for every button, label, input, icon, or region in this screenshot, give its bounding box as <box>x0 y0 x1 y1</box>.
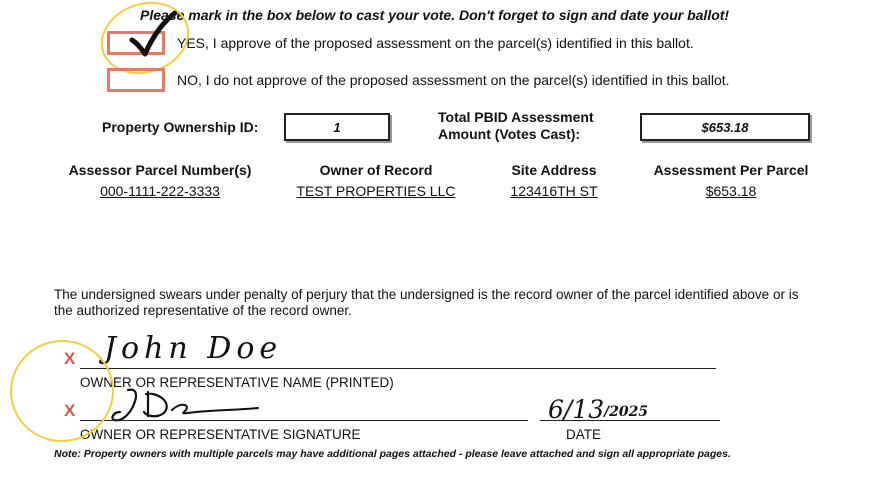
signature-caption: OWNER OR REPRESENTATIVE SIGNATURE <box>80 427 361 442</box>
owner-column <box>284 162 468 199</box>
owner-header: Owner of Record <box>319 162 433 178</box>
apn-value[interactable]: 000-1111-222-3333 <box>100 183 220 199</box>
printed-name-line[interactable] <box>80 368 716 369</box>
apn-header: Assessor Parcel Number(s) <box>68 162 252 178</box>
total-label-line2: Amount (Votes Cast): <box>438 126 581 142</box>
address-value[interactable]: 123416TH ST <box>510 183 598 199</box>
assessment-value[interactable]: $653.18 <box>705 183 757 199</box>
no-checkbox[interactable] <box>107 68 165 92</box>
total-assessment-field: $653.18 <box>640 113 810 141</box>
ballot-instructions: Please mark in the box below to cast your vote. Don't forget to sign and date your ballot! <box>140 7 730 23</box>
date-line[interactable] <box>540 420 720 421</box>
vote-option-yes[interactable] <box>107 31 807 57</box>
date-caption: DATE <box>566 427 602 442</box>
vote-option-no[interactable] <box>107 68 807 94</box>
signature-scribble-icon <box>108 386 268 428</box>
total-label-line1: Total PBID Assessment <box>438 109 594 125</box>
footer-note: Note: Property owners with multiple parcels may have additional pages attached - please leave attached and sign all appropriate pages. <box>54 448 731 460</box>
address-column <box>498 162 610 199</box>
ownership-id-label: Property Ownership ID: <box>102 119 259 135</box>
total-assessment-label <box>438 109 594 143</box>
ownership-id-field: 1 <box>284 113 390 141</box>
apn-column <box>64 162 256 199</box>
signature-x-mark: X <box>64 401 76 420</box>
signature-line[interactable] <box>80 420 528 421</box>
date-handwriting: 6/13 <box>548 395 605 424</box>
owner-value[interactable]: TEST PROPERTIES LLC <box>296 183 456 199</box>
oath-text: The undersigned swears under penalty of perjury that the undersigned is the record owner of the parcel identified above or is the authorized representative of the record owner. <box>54 287 799 318</box>
printed-name-handwriting: John Doe <box>104 331 283 366</box>
printed-name-caption: OWNER OR REPRESENTATIVE NAME (PRINTED) <box>80 375 394 390</box>
assessment-column <box>648 162 814 199</box>
date-year: /2025 <box>604 404 649 420</box>
address-header: Site Address <box>511 162 597 178</box>
printed-name-x-mark: X <box>64 349 76 368</box>
yes-option-label: YES, I approve of the proposed assessment on the parcel(s) identified in this ballot. <box>177 35 694 51</box>
no-option-label: NO, I do not approve of the proposed assessment on the parcel(s) identified in this ballot. <box>177 72 730 88</box>
assessment-header: Assessment Per Parcel <box>653 162 809 178</box>
